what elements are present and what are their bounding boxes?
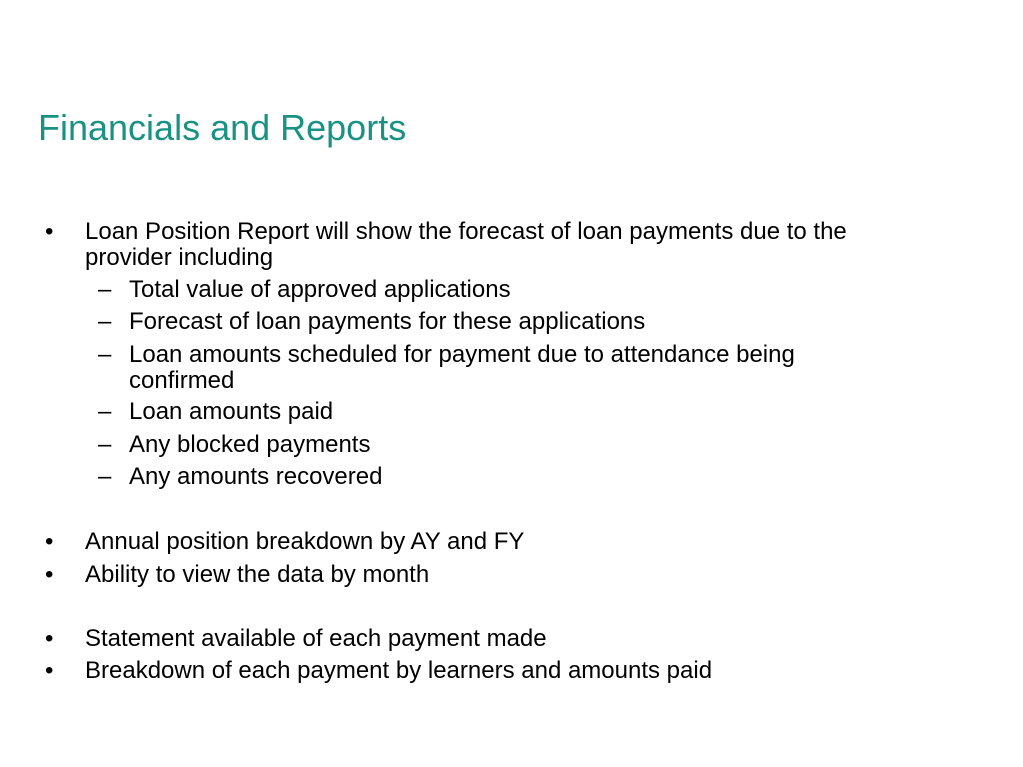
dash-marker: – bbox=[98, 431, 112, 458]
bullet-text: Ability to view the data by month bbox=[85, 561, 430, 588]
dash-marker: – bbox=[98, 463, 112, 490]
sub-bullet-text: Forecast of loan payments for these applications bbox=[129, 308, 646, 335]
dash-marker: – bbox=[98, 308, 112, 335]
bullet-text: Statement available of each payment made bbox=[85, 625, 547, 652]
bullet-marker: • bbox=[45, 625, 54, 652]
bullet-marker: • bbox=[45, 218, 54, 245]
sub-bullet-text: Total value of approved applications bbox=[129, 276, 511, 303]
dash-marker: – bbox=[98, 276, 112, 303]
sub-bullet-text: Loan amounts paid bbox=[129, 398, 334, 425]
bullet-text: Annual position breakdown by AY and FY bbox=[85, 528, 525, 555]
sub-bullet-text: Any blocked payments bbox=[129, 431, 371, 458]
dash-marker: – bbox=[98, 341, 112, 368]
sub-bullet-text: Any amounts recovered bbox=[129, 463, 383, 490]
bullet-marker: • bbox=[45, 657, 54, 684]
bullet-text-continuation: provider including bbox=[85, 244, 274, 271]
bullet-text: Loan Position Report will show the forecast of loan payments due to the bbox=[85, 218, 847, 245]
sub-bullet-text-continuation: confirmed bbox=[129, 367, 235, 394]
bullet-text: Breakdown of each payment by learners and amounts paid bbox=[85, 657, 713, 684]
dash-marker: – bbox=[98, 398, 112, 425]
slide-title: Financials and Reports bbox=[38, 107, 407, 148]
bullet-marker: • bbox=[45, 561, 54, 588]
sub-bullet-text: Loan amounts scheduled for payment due to attendance being bbox=[129, 341, 795, 368]
bullet-marker: • bbox=[45, 528, 54, 555]
